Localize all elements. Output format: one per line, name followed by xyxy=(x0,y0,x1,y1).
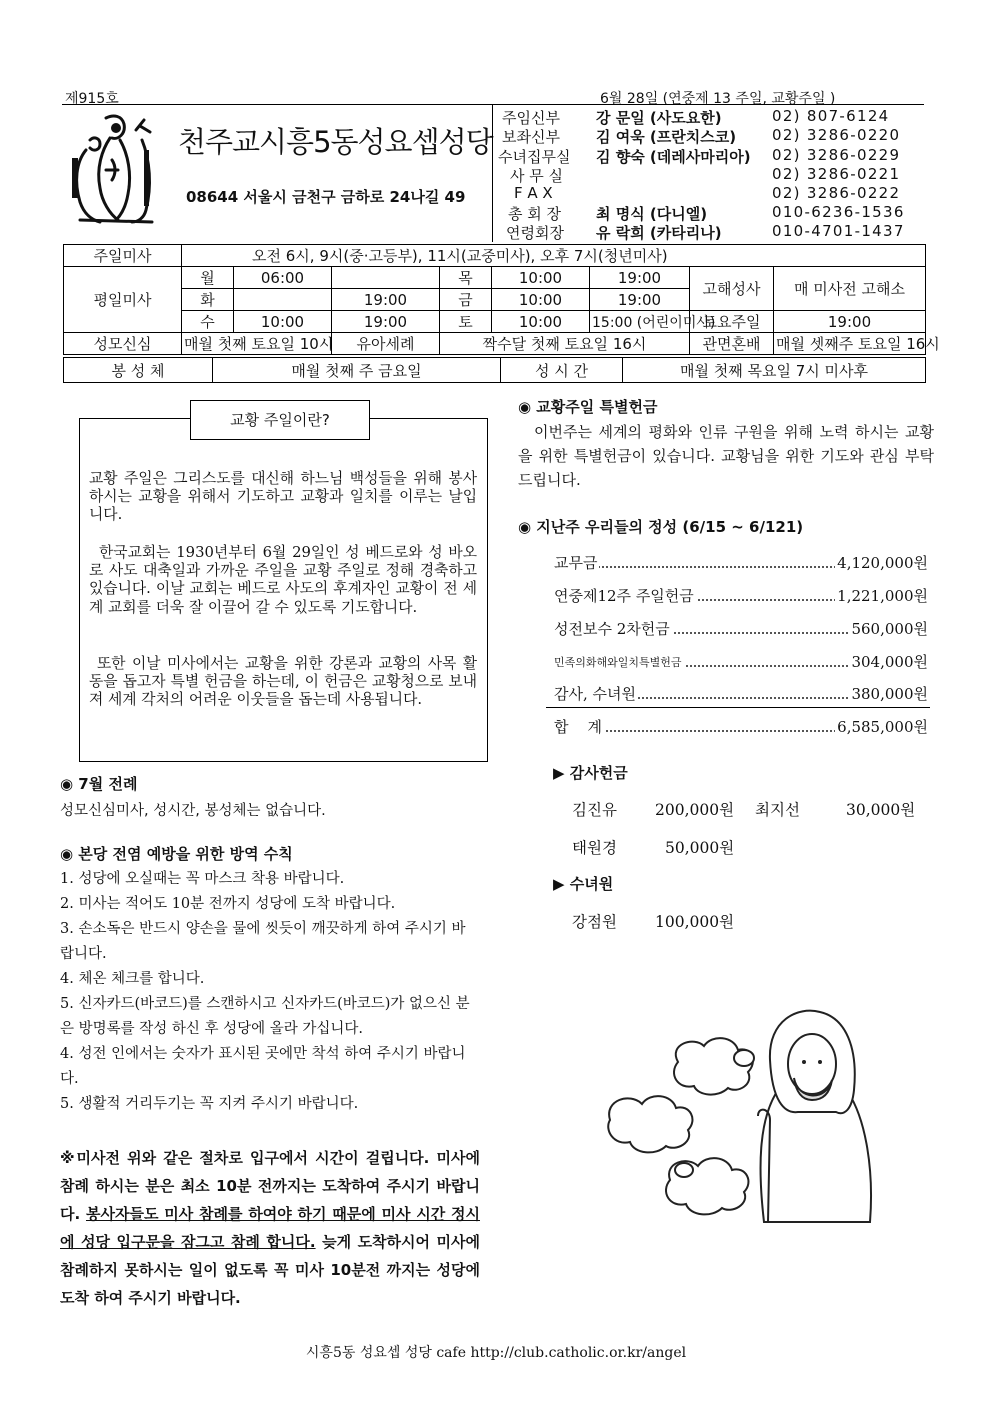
day-tue: 화 xyxy=(182,289,234,311)
marian-value-text: 매월 첫째 토요일 10시 xyxy=(184,335,334,353)
staff-phone: 010-4701-1437 xyxy=(772,222,905,240)
header-rule xyxy=(62,104,924,105)
special-offering-heading: ◉ 교황주일 특별헌금 xyxy=(518,398,658,416)
notice-text-1: ※미사전 위와 같은 절차로 입구에서 시간이 걸립니다. 미사에 참례 하시는 분은 최소 10분 전까지는 도착하여 주시기 바랍니다. xyxy=(60,1149,480,1223)
donor-name: 김진유 xyxy=(572,801,617,819)
offerings-heading: ◉ 지난주 우리들의 정성 (6/15 ~ 6/121) xyxy=(518,518,804,536)
time-cell xyxy=(332,267,440,289)
notice-text-2: 늦게 도착하시어 미사에 참례하지 못하시는 일이 없도록 꼭 미사 10분전 까지는 성당에 도착 하여 주시기 바랍니다. xyxy=(60,1233,480,1307)
covid-rules-list xyxy=(60,867,478,1117)
time-cell: 10:00 xyxy=(492,289,590,311)
holy-hour-label: 성 시 간 xyxy=(501,358,623,383)
issue-date: 6월 28일 (연중제 13 주일, 교황주일 ) xyxy=(600,91,836,107)
special-mass-row xyxy=(64,333,926,355)
time-cell: 10:00 xyxy=(492,267,590,289)
staff-role: 보좌신부 xyxy=(502,128,560,146)
staff-phone: 02) 3286-0229 xyxy=(772,146,901,164)
good-shepherd-illustration xyxy=(608,1000,898,1225)
saturday-sunday-time: 19:00 xyxy=(774,311,926,333)
donor-name: 최지선 xyxy=(755,801,800,819)
staff-role: F A X xyxy=(514,184,553,202)
list-item: 5. 생활적 거리두기는 꼭 지켜 주시기 바랍니다. xyxy=(60,1096,359,1112)
staff-phone: 02) 807-6124 xyxy=(772,107,890,125)
staff-role: 총 회 장 xyxy=(508,205,562,223)
special-offering-body: 이번주는 세계의 평화와 인류 구원을 위해 노력 하시는 교황을 위한 특별헌금이 있습니다. 교황님을 위한 기도와 관심 부탁드립니다. xyxy=(518,423,934,489)
staff-role: 연령회장 xyxy=(506,224,564,242)
communion-value: 매월 첫째 주 금요일 xyxy=(213,358,501,383)
covid-rules-heading: ◉ 본당 전염 예방을 위한 방역 수칙 xyxy=(60,845,293,863)
staff-name: 유 락희 (카타리나) xyxy=(596,224,722,242)
day-mon: 월 xyxy=(182,267,234,289)
mass-schedule-table xyxy=(63,244,940,355)
offering-value: 1,221,000원 xyxy=(837,587,928,605)
donor-amount: 200,000원 xyxy=(655,801,735,819)
list-item: 5. 신자카드(바코드)를 스캔하시고 신자카드(바코드)가 없으신 분은 방명록를 작성 하신 후 성당에 올라 가십니다. xyxy=(60,996,470,1037)
offering-value: 560,000원 xyxy=(851,620,928,638)
offering-label: 성전보수 2차헌금 xyxy=(554,620,670,638)
saturday-sunday-label: 토요주일 xyxy=(690,311,774,333)
donor-name: 태원경 xyxy=(572,839,617,857)
weekday-mass-label: 평일미사 xyxy=(64,267,182,333)
staff-role: 수녀집무실 xyxy=(498,148,571,166)
staff-name: 강 문일 (사도요한) xyxy=(596,109,722,127)
staff-role: 사 무 실 xyxy=(510,167,564,185)
staff-phone: 02) 3286-0221 xyxy=(772,165,901,183)
communion-row xyxy=(64,358,926,383)
day-wed: 수 xyxy=(182,311,234,333)
list-item: 4. 성전 인에서는 숫자가 표시된 곳에만 착석 하여 주시기 바랍니다. xyxy=(60,1046,466,1087)
weekday-row xyxy=(64,267,926,289)
time-cell: 10:00 xyxy=(234,311,332,333)
offering-label: 연중제12주 주일헌금 xyxy=(554,587,694,605)
offering-value: 380,000원 xyxy=(851,685,928,703)
donor-amount: 100,000원 xyxy=(655,913,735,931)
list-item: 4. 체온 체크를 합니다. xyxy=(60,971,205,987)
time-cell: 10:00 xyxy=(492,311,590,333)
list-item: 3. 손소독은 반드시 양손을 물에 씻듯이 깨끗하게 하여 주시기 바랍니다. xyxy=(60,921,466,962)
staff-name xyxy=(596,146,751,167)
face-marriage-value: 매월 셋째주 토요일 16시 xyxy=(774,333,926,355)
offering-total-value: 6,585,000원 xyxy=(837,718,928,736)
time-cell: 15:00 (어린이미사) xyxy=(590,311,690,333)
staff-role: 주임신부 xyxy=(502,109,560,127)
holy-family-logo xyxy=(66,110,156,228)
sunday-mass-times: 오전 6시, 9시(중·고등부), 11시(교중미사), 오후 7시(청년미사) xyxy=(182,245,926,267)
pope-paragraph-3: 또한 이날 미사에서는 교황을 위한 강론과 교황의 사목 활동을 돕고자 특별 헌금을 하는데, 이 헌금은 교황청으로 보내져 세계 각처의 어려운 이웃들을 돕는데 사용됩니다. xyxy=(89,655,477,709)
pope-paragraph-1: 교황 주일은 그리스도를 대신해 하느님 백성들을 위해 봉사하시는 교황을 위해서 기도하고 교황과 일치를 이루는 날입니다. xyxy=(89,470,477,524)
list-item: 2. 미사는 적어도 10분 전까지 성당에 도착 바랍니다. xyxy=(60,896,396,912)
offering-label: 민족의화해와일치특별헌금 xyxy=(554,656,682,669)
footer-cafe-link: 시흥5동 성요셉 성당 cafe http://club.catholic.or.kr/angel xyxy=(305,1345,687,1361)
staff-phone: 02) 3286-0222 xyxy=(772,184,901,202)
church-address: 08644 서울시 금천구 금하로 24나길 49 xyxy=(186,188,466,206)
day-thu: 목 xyxy=(440,267,492,289)
offering-total-row xyxy=(554,716,928,738)
church-title: 천주교시흥5동성요셉성당 xyxy=(178,125,493,159)
issue-number: 제915호 xyxy=(65,91,119,107)
arrival-notice xyxy=(60,1144,480,1312)
sunday-mass-label: 주일미사 xyxy=(64,245,182,267)
offering-label: 교무금 xyxy=(554,554,598,572)
face-marriage-label: 관면혼배 xyxy=(690,333,774,355)
july-liturgy-heading: ◉ 7월 전례 xyxy=(60,775,138,793)
time-cell xyxy=(234,289,332,311)
marian-value xyxy=(182,333,332,355)
infant-baptism-value: 짝수달 첫째 토요일 16시 xyxy=(440,333,690,355)
confession-value: 매 미사전 고해소 xyxy=(774,267,926,311)
notice-underlined: 봉사자들도 미사 참례를 하여야 하기 때문에 미사 시간 정시에 성당 입구문을 잠그고 참례 합니다. xyxy=(60,1205,480,1251)
donor-amount: 50,000원 xyxy=(665,839,735,857)
confession-label: 고해성사 xyxy=(690,267,774,311)
staff-phone: 02) 3286-0220 xyxy=(772,126,901,144)
time-cell: 19:00 xyxy=(590,289,690,311)
offering-total-label: 합 계 xyxy=(554,718,603,736)
offering-row xyxy=(554,552,928,574)
donor-amount: 30,000원 xyxy=(846,801,916,819)
offering-row xyxy=(554,651,928,673)
weekday-row xyxy=(64,311,926,333)
staff-phone: 010-6236-1536 xyxy=(772,203,905,221)
infant-baptism-label: 유아세례 xyxy=(332,333,440,355)
pope-sunday-title: 교황 주일이란? xyxy=(190,400,370,440)
sunday-mass-row xyxy=(64,245,926,267)
july-liturgy-body: 성모신심미사, 성시간, 봉성체는 없습니다. xyxy=(60,803,326,819)
day-fri: 금 xyxy=(440,289,492,311)
communion-table xyxy=(63,357,926,383)
time-cell: 06:00 xyxy=(234,267,332,289)
pope-paragraph-2: 한국교회는 1930년부터 6월 29일인 성 베드로와 성 바오로 사도 대축일과 가까운 주일을 교황 주일로 정해 경축하고 있습니다. 이날 교회는 베드로 사도의 후계자인 교황이 전 세계 교회를 더욱 잘 이끌어 갈 수 있도록 기도합니다. xyxy=(89,544,477,616)
time-cell: 19:00 xyxy=(332,311,440,333)
holy-hour-value: 매월 첫째 목요일 7시 미사후 xyxy=(623,358,926,383)
list-item: 1. 성당에 오실때는 꼭 마스크 착용 바랍니다. xyxy=(60,871,345,887)
staff-name: 최 명식 (다니엘) xyxy=(596,205,708,223)
offering-value: 304,000원 xyxy=(851,653,928,671)
donor-name: 강점원 xyxy=(572,913,617,931)
thanks-offering-heading: ▶ 감사헌금 xyxy=(553,764,628,782)
communion-label: 봉 성 체 xyxy=(64,358,213,383)
offering-row xyxy=(554,683,928,705)
day-sat: 토 xyxy=(440,311,492,333)
staff-name: 김 여욱 (프란치스코) xyxy=(596,128,737,146)
convent-heading: ▶ 수녀원 xyxy=(553,875,614,893)
time-cell: 19:00 xyxy=(590,267,690,289)
marian-label: 성모신심 xyxy=(64,333,182,355)
staff-name-text: 김 향숙 (데레사마리아) xyxy=(596,148,751,166)
offering-row xyxy=(554,585,928,607)
offering-row xyxy=(554,618,928,640)
total-rule xyxy=(546,707,930,708)
offering-label: 감사, 수녀원 xyxy=(554,685,636,703)
offering-value: 4,120,000원 xyxy=(837,554,928,572)
time-cell: 19:00 xyxy=(332,289,440,311)
header-divider xyxy=(492,104,493,242)
